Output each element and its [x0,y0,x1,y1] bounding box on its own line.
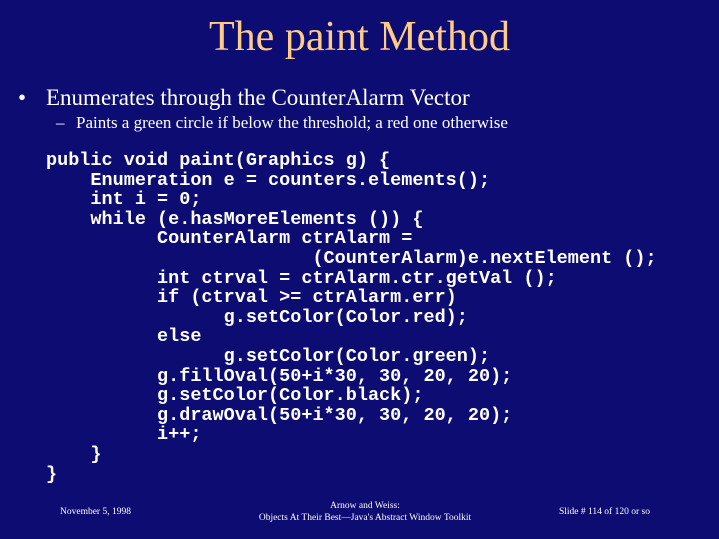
code-line: while (e.hasMoreElements ()) { [46,208,424,230]
code-line: (CounterAlarm)e.nextElement (); [46,247,657,269]
code-line: g.fillOval(50+i*30, 30, 20, 20); [46,365,513,387]
code-line: public void paint(Graphics g) { [46,150,391,171]
code-line: int ctrval = ctrAlarm.ctr.getVal (); [46,267,557,289]
code-line: CounterAlarm ctrAlarm = [46,228,413,250]
code-line: else [46,326,202,348]
main-bullet [18,84,470,112]
code-line: g.setColor(Color.green); [46,345,491,367]
code-line: if (ctrval >= ctrAlarm.err) [46,287,457,309]
code-line: Enumeration e = counters.elements(); [46,169,491,191]
code-line: } [46,463,58,485]
footer-subtitle: Objects At Their Best—Java's Abstract Window Toolkit [258,513,472,523]
sub-bullet-text: Paints a green circle if below the threshold; a red one otherwise [76,113,508,132]
footer-date: November 5, 1998 [60,507,131,517]
slide-title: The paint Method [209,14,510,60]
code-line: } [46,443,102,465]
bullet-marker: • [18,85,27,110]
code-block [46,151,657,484]
code-line: g.setColor(Color.red); [46,306,468,328]
footer-authors: Arnow and Weiss: [330,501,400,511]
bullet-text: Enumerates through the CounterAlarm Vector [46,85,470,110]
sub-bullet [56,113,508,133]
sub-bullet-marker: – [56,113,65,132]
footer-slide-number: Slide # 114 of 120 or so [559,507,650,517]
code-line: g.setColor(Color.black); [46,385,424,407]
code-line: i++; [46,424,202,446]
footer-center [230,500,500,524]
code-line: g.drawOval(50+i*30, 30, 20, 20); [46,404,513,426]
code-line: int i = 0; [46,189,202,211]
